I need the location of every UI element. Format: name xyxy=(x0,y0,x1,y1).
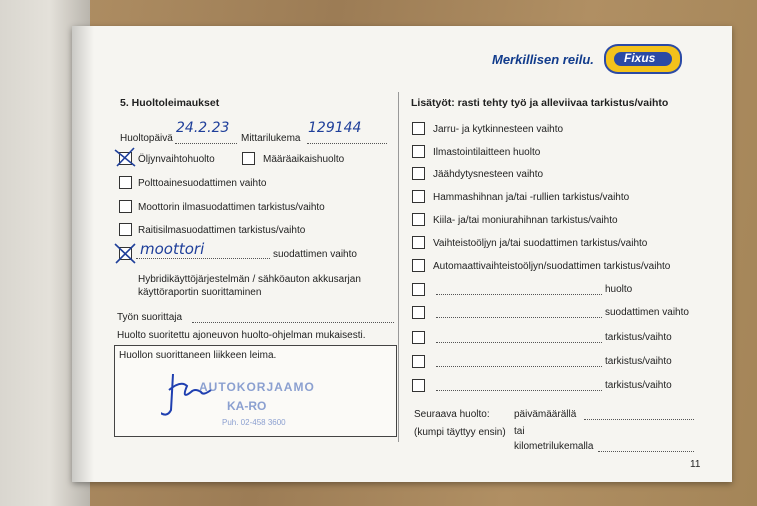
stamp-line1: AUTOKORJAAMO xyxy=(199,380,315,394)
huoltopaiva-value: 24.2.23 xyxy=(176,120,230,136)
right-item-2: Jäähdytysnesteen vaihto xyxy=(433,169,544,180)
huoltopaiva-label: Huoltopäivä xyxy=(120,133,173,144)
dotted-line-0 xyxy=(436,294,602,295)
right-checkbox-0[interactable] xyxy=(412,122,425,135)
tyon-line xyxy=(192,322,394,323)
logo-text: Fixus xyxy=(624,51,656,65)
dotted-line-2 xyxy=(436,342,602,343)
poltto-checkbox[interactable] xyxy=(119,176,132,189)
right-item-6: Automaattivaihteistoöljyn/suodattimen tarkistus/vaihto xyxy=(433,261,671,272)
poltto-label: Polttoainesuodattimen vaihto xyxy=(138,178,267,189)
ohjelma-label: Huolto suoritettu ajoneuvon huolto-ohjelman mukaisesti. xyxy=(117,330,366,341)
dotted-checkbox-2[interactable] xyxy=(412,331,425,344)
right-checkbox-1[interactable] xyxy=(412,145,425,158)
logo-oval xyxy=(614,52,672,66)
mittarilukema-label: Mittarilukema xyxy=(241,133,301,144)
seuraava-label: Seuraava huolto: xyxy=(414,409,490,420)
right-item-5: Vaihteistoöljyn ja/tai suodattimen tarkistus/vaihto xyxy=(433,238,648,249)
maaraaikais-checkbox[interactable] xyxy=(242,152,255,165)
paivamaara-line xyxy=(584,419,694,420)
stamp-line2: KA-RO xyxy=(227,399,267,413)
suodatin-handwritten: moottori xyxy=(140,240,205,258)
right-checkbox-4[interactable] xyxy=(412,213,425,226)
right-item-3: Hammashihnan ja/tai -rullien tarkistus/vaihto xyxy=(433,192,630,203)
signature xyxy=(161,370,221,422)
section-title: 5. Huoltoleimaukset xyxy=(120,97,220,109)
dotted-line-4 xyxy=(436,390,602,391)
right-item-1: Ilmastointilaitteen huolto xyxy=(433,147,541,158)
stamp-box xyxy=(114,345,397,437)
maaraaikais-label: Määräaikaishuolto xyxy=(263,154,345,165)
oljy-label: Öljynvaihtohuolto xyxy=(138,154,215,165)
page-gutter-shadow xyxy=(72,26,94,482)
stamp-line3: Puh. 02-458 3600 xyxy=(222,418,286,427)
dotted-line-3 xyxy=(436,366,602,367)
tai-label: tai xyxy=(514,426,525,437)
right-checkbox-3[interactable] xyxy=(412,190,425,203)
right-checkbox-5[interactable] xyxy=(412,236,425,249)
huoltopaiva-line xyxy=(175,143,237,144)
dotted-item-4: tarkistus/vaihto xyxy=(605,380,672,391)
brand-slogan: Merkillisen reilu. xyxy=(492,52,594,67)
dotted-item-1: suodattimen vaihto xyxy=(605,307,689,318)
suodatin-label: suodattimen vaihto xyxy=(273,249,357,260)
kumpi-label: (kumpi täyttyy ensin) xyxy=(414,427,506,438)
check-mark-icon xyxy=(113,241,139,265)
hybrid-line2: käyttöraportin suorittaminen xyxy=(138,287,262,298)
page-number: 11 xyxy=(690,459,701,470)
right-item-4: Kiila- ja/tai moniurahihnan tarkistus/vaihto xyxy=(433,215,618,226)
right-item-0: Jarru- ja kytkinnesteen vaihto xyxy=(433,124,564,135)
kilometri-line xyxy=(598,451,694,452)
raitis-checkbox[interactable] xyxy=(119,223,132,236)
mittarilukema-value: 129144 xyxy=(308,120,362,136)
dotted-item-0: huolto xyxy=(605,284,633,295)
suodatin-line xyxy=(136,258,270,259)
mittarilukema-line xyxy=(307,143,387,144)
kilometri-label: kilometrilukemalla xyxy=(514,441,594,452)
paivamaaralla-label: päivämäärällä xyxy=(514,409,577,420)
right-checkbox-2[interactable] xyxy=(412,167,425,180)
dotted-checkbox-0[interactable] xyxy=(412,283,425,296)
dotted-checkbox-4[interactable] xyxy=(412,379,425,392)
ilma-label: Moottorin ilmasuodattimen tarkistus/vaihto xyxy=(138,202,325,213)
dotted-item-2: tarkistus/vaihto xyxy=(605,332,672,343)
dotted-item-3: tarkistus/vaihto xyxy=(605,356,672,367)
dotted-checkbox-1[interactable] xyxy=(412,306,425,319)
ilma-checkbox[interactable] xyxy=(119,200,132,213)
column-divider xyxy=(398,92,399,442)
leima-label: Huollon suorittaneen liikkeen leima. xyxy=(119,350,277,361)
dotted-checkbox-3[interactable] xyxy=(412,355,425,368)
dotted-line-1 xyxy=(436,317,602,318)
raitis-label: Raitisilmasuodattimen tarkistus/vaihto xyxy=(138,225,306,236)
fixus-logo xyxy=(604,44,682,74)
right-checkbox-6[interactable] xyxy=(412,259,425,272)
tyon-label: Työn suorittaja xyxy=(117,312,183,323)
right-title: Lisätyöt: rasti tehty työ ja alleviivaa tarkistus/vaihto xyxy=(411,97,669,109)
hybrid-line1: Hybridikäyttöjärjestelmän / sähköauton akkusarjan xyxy=(138,274,361,285)
check-mark-icon xyxy=(113,146,139,168)
